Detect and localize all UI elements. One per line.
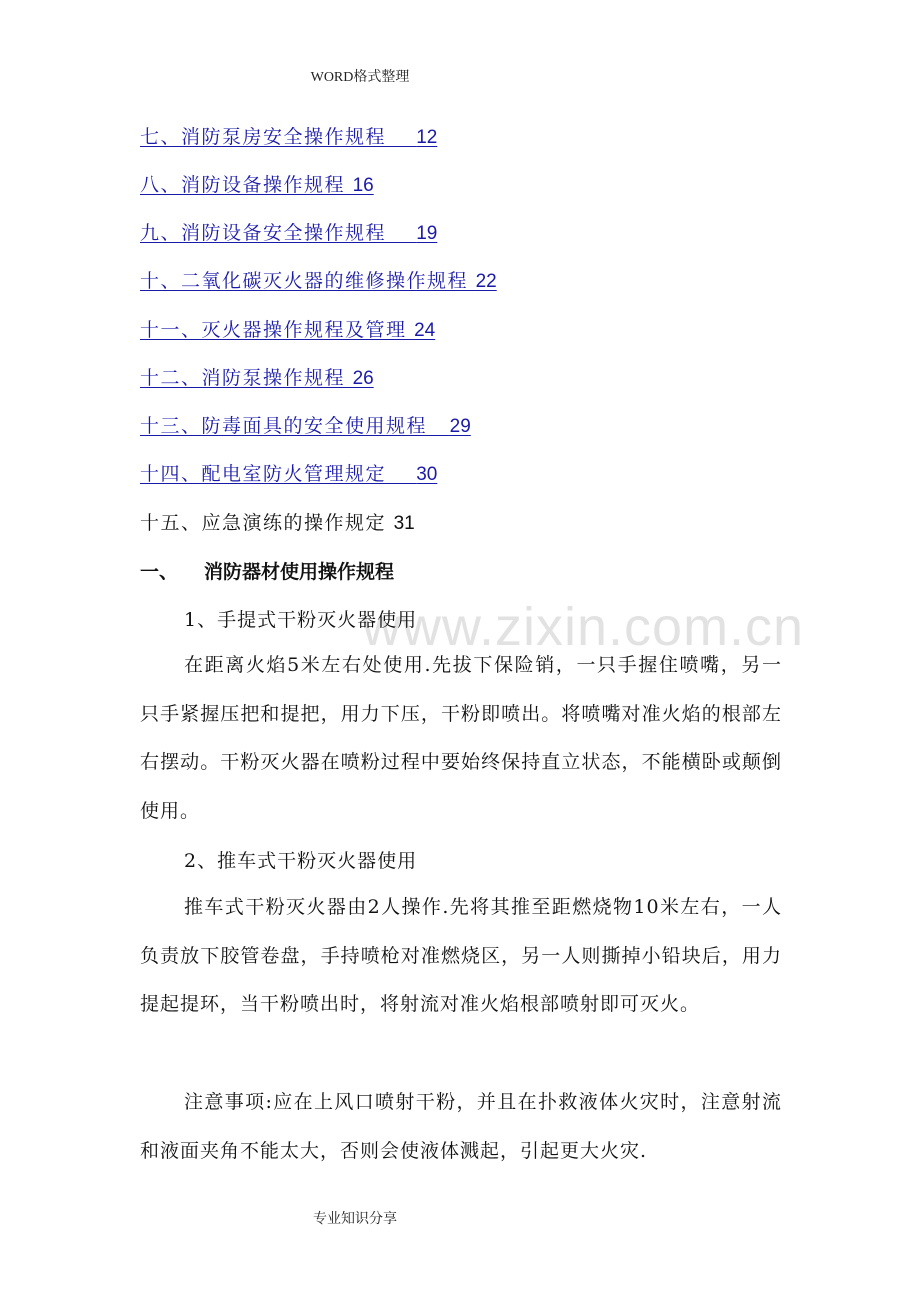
page-header: WORD格式整理: [310, 70, 410, 85]
toc-item-8[interactable]: [140, 170, 374, 197]
toc-page-number: 24: [414, 320, 436, 341]
page-footer: 专业知识分享: [313, 1211, 397, 1227]
toc-page-number: 19: [416, 223, 438, 244]
toc-item-10[interactable]: [140, 266, 497, 293]
subsection-title: 2、推车式干粉灭火器使用: [184, 850, 418, 872]
toc-item-9[interactable]: [140, 218, 437, 245]
toc-link-7[interactable]: 七、消防泵房安全操作规程 12: [140, 126, 438, 148]
toc-link-11[interactable]: 十一、灭火器操作规程及管理 24: [140, 319, 436, 341]
section-number: 一、: [140, 561, 179, 583]
toc-page-number: 31: [393, 513, 415, 534]
toc-item-13[interactable]: [140, 411, 471, 438]
toc-link-14[interactable]: 十四、配电室防火管理规定 30: [140, 463, 438, 485]
subsection-title: 1、手提式干粉灭火器使用: [184, 609, 418, 631]
toc-link-12[interactable]: 十二、消防泵操作规程 26: [140, 367, 374, 389]
section-heading: [140, 557, 394, 584]
toc-item-11[interactable]: [140, 315, 435, 342]
toc-item-12[interactable]: [140, 363, 374, 390]
toc-item-14[interactable]: [140, 459, 437, 486]
toc-page-number: 29: [449, 416, 471, 437]
toc-link-9[interactable]: 九、消防设备安全操作规程 19: [140, 222, 438, 244]
toc-link-13[interactable]: 十三、防毒面具的安全使用规程 29: [140, 415, 471, 437]
toc-page-number: 16: [352, 175, 374, 196]
watermark: www.zixin.com.cn: [362, 597, 805, 657]
toc-item-15: 十五、应急演练的操作规定 31: [140, 512, 415, 534]
toc-page-number: 22: [475, 271, 497, 292]
paragraph: 在距离火焰5米左右处使用.先拔下保险销，一只手握住喷嘴，另一只手紧握压把和提把，用力下压，干粉即喷出。将喷嘴对准火焰的根部左右摆动。干粉灭火器在喷粉过程中要始终保持直立状态，不能横卧或颠倒使用。: [140, 654, 782, 822]
paragraph: 注意事项:应在上风口喷射干粉，并且在扑救液体火灾时，注意射流和液面夹角不能太大，否则会使液体溅起，引起更大火灾.: [140, 1091, 782, 1162]
toc-link-8[interactable]: 八、消防设备操作规程 16: [140, 174, 374, 196]
toc-link-10[interactable]: 十、二氧化碳灭火器的维修操作规程 22: [140, 270, 497, 292]
paragraph: 推车式干粉灭火器由2人操作.先将其推至距燃烧物10米左右，一人负责放下胶管卷盘，手持喷枪对准燃烧区，另一人则撕掉小铅块后，用力提起提环，当干粉喷出时，将射流对准火焰根部喷射即可灭火。: [140, 896, 782, 1015]
toc-page-number: 26: [352, 368, 374, 389]
toc-page-number: 30: [416, 464, 438, 485]
toc-item-7[interactable]: [140, 122, 437, 149]
toc-page-number: 12: [416, 127, 438, 148]
section-title: 消防器材使用操作规程: [204, 561, 395, 583]
